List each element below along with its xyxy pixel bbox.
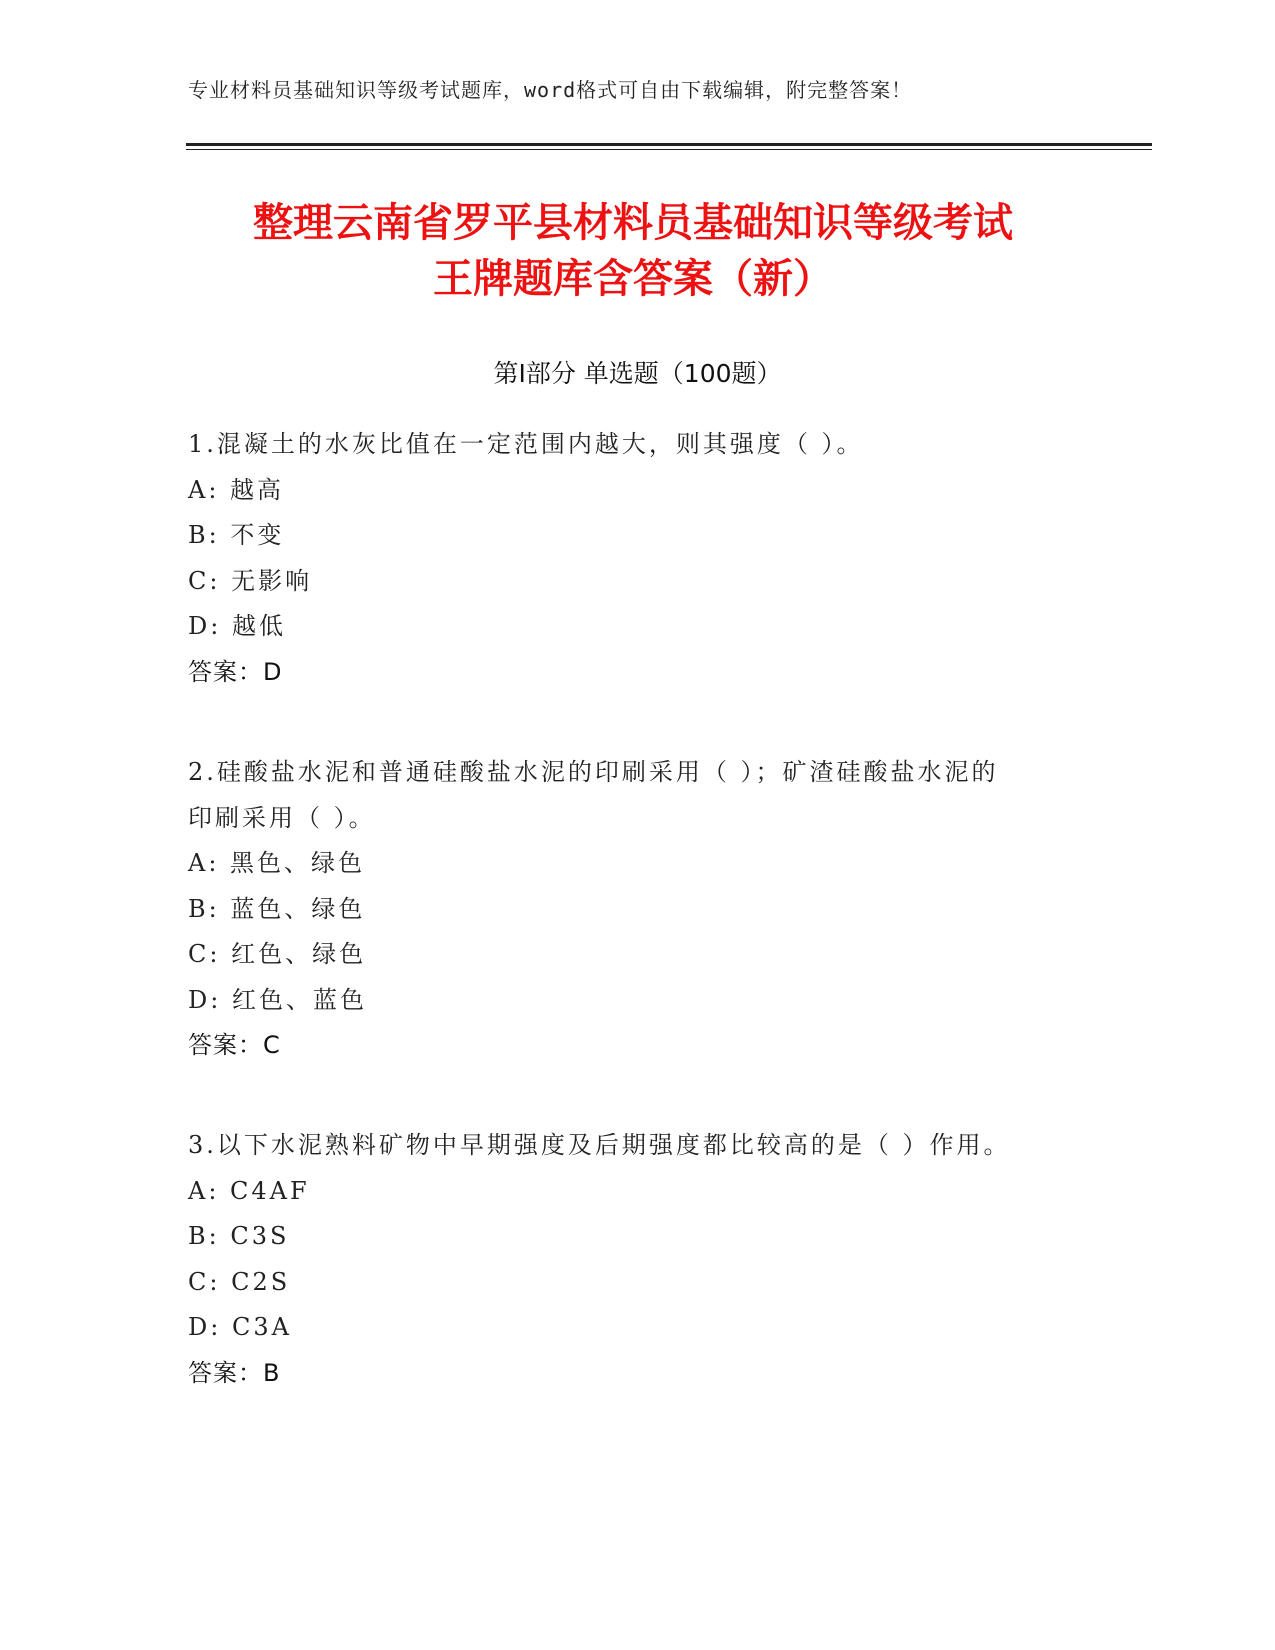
option-c: C: C2S <box>188 1267 291 1296</box>
option-a: A: 越高 <box>188 475 285 504</box>
question-stem: 2.硅酸盐水泥和普通硅酸盐水泥的印刷采用（ ）；矿渣硅酸盐水泥的 <box>188 758 999 786</box>
question-stem-cont: 印刷采用（ ）。 <box>188 803 376 832</box>
title-line-2: 王牌题库含答案（新） <box>433 256 833 302</box>
header-rule-thin <box>186 149 1152 150</box>
question-3 <box>188 1123 1088 1396</box>
page-header: 专业材料员基础知识等级考试题库，word格式可自由下载编辑，附完整答案！ <box>188 78 913 102</box>
section-heading: 第Ⅰ部分 单选题（100题） <box>493 359 782 388</box>
question-stem: 3.以下水泥熟料矿物中早期强度及后期强度都比较高的是（ ）作用。 <box>188 1131 1011 1159</box>
question-1 <box>188 422 1088 695</box>
option-c: C: 无影响 <box>188 566 313 595</box>
option-d: D: 越低 <box>188 612 286 640</box>
answer: 答案：C <box>188 1031 281 1059</box>
title-line-1: 整理云南省罗平县材料员基础知识等级考试 <box>253 200 1013 246</box>
option-a: A: C4AF <box>188 1176 310 1205</box>
option-b: B: 不变 <box>188 521 285 549</box>
option-c: C: 红色、绿色 <box>188 940 367 968</box>
document-title <box>150 195 1116 307</box>
option-d: D: 红色、蓝色 <box>188 985 367 1014</box>
answer: 答案：B <box>188 1358 281 1387</box>
answer: 答案：D <box>188 657 283 686</box>
question-2 <box>188 750 1088 1069</box>
question-stem: 1.混凝土的水灰比值在一定范围内越大，则其强度（ ）。 <box>188 430 864 458</box>
option-a: A: 黑色、绿色 <box>188 849 366 877</box>
option-d: D: C3A <box>188 1313 292 1341</box>
option-b: B: C3S <box>188 1222 290 1250</box>
header-rule-thick <box>186 143 1152 146</box>
option-b: B: 蓝色、绿色 <box>188 894 366 923</box>
